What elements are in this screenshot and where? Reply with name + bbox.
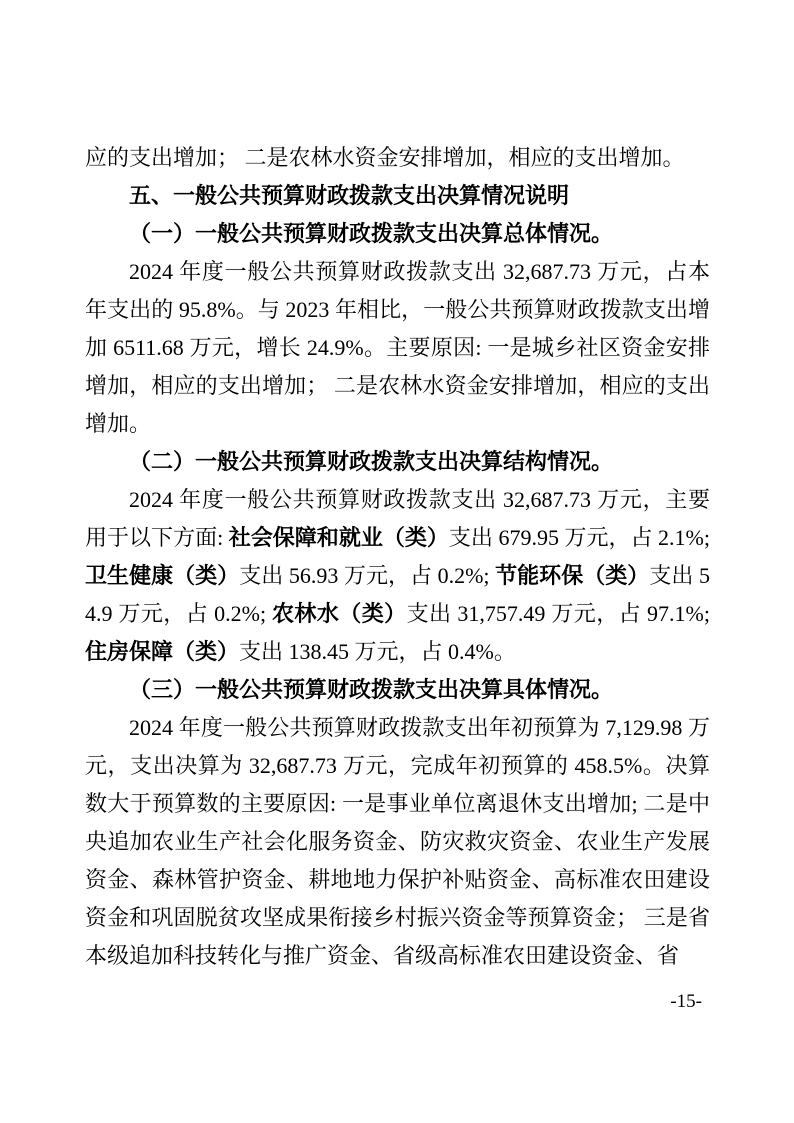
text-run: 2024 年度一般公共预算财政拨款支出 32,687.73 万元，主要用于以下方面:: [85, 487, 710, 550]
paragraph: [85, 139, 710, 177]
document-content: [85, 139, 710, 975]
text-run: 农林水（类）: [272, 601, 407, 626]
text-run: （三）一般公共预算财政拨款支出决算具体情况。: [129, 677, 614, 702]
text-run: 社会保障和就业（类）: [228, 525, 449, 550]
text-run: 支出 31,757.49 万元，占 97.1%;: [406, 601, 710, 626]
text-run: （一）一般公共预算财政拨款支出决算总体情况。: [129, 221, 614, 246]
text-run: 卫生健康（类）: [85, 563, 240, 588]
text-run: 2024 年度一般公共预算财政拨款支出年初预算为 7,129.98 万元，支出决算为 32,687.73 万元，完成年初预算的 458.5%。决算数大于预算数的主要原因: 一是事业单位离退休支出增加; 二是中央追加农业生产社会化服务资金、防灾救灾资金、农业生产发展资金、森林管护资金、耕地地力保护补贴资金、高标准农田建设资金和巩固脱贫攻坚成果衔接乡村振兴资金等预算资金； 三是省本级追加科技转化与推广资金、省级高标准农田建设资金、省: [85, 715, 710, 968]
text-run: 2024 年度一般公共预算财政拨款支出 32,687.73 万元，占本年支出的 95.8%。与 2023 年相比，一般公共预算财政拨款支出增加 6511.68 万元，增长 24.9%。主要原因: 一是城乡社区资金安排增加，相应的支出增加； 二是农林水资金安排增加，相应的支出增加。: [85, 259, 710, 436]
text-run: 住房保障（类）: [85, 639, 240, 664]
paragraph: [85, 253, 710, 443]
paragraph: [85, 481, 710, 671]
text-run: 支出 56.93 万元，占 0.2%;: [239, 563, 496, 588]
text-run: 支出 54.9 万元，占 0.2%;: [85, 563, 710, 626]
text-run: 五、一般公共预算财政拨款支出决算情况说明: [129, 183, 570, 208]
text-run: （二）一般公共预算财政拨款支出决算结构情况。: [129, 449, 614, 474]
paragraph: [85, 709, 710, 975]
section-heading: [85, 215, 710, 253]
text-run: 支出 138.45 万元，占 0.4%。: [239, 639, 516, 664]
section-heading: [85, 177, 710, 215]
section-heading: [85, 671, 710, 709]
text-run: 支出 679.95 万元，占 2.1%;: [448, 525, 710, 550]
text-run: 节能环保（类）: [495, 563, 650, 588]
page-number: -15-: [670, 991, 702, 1012]
text-run: 应的支出增加； 二是农林水资金安排增加，相应的支出增加。: [85, 145, 685, 170]
section-heading: [85, 443, 710, 481]
